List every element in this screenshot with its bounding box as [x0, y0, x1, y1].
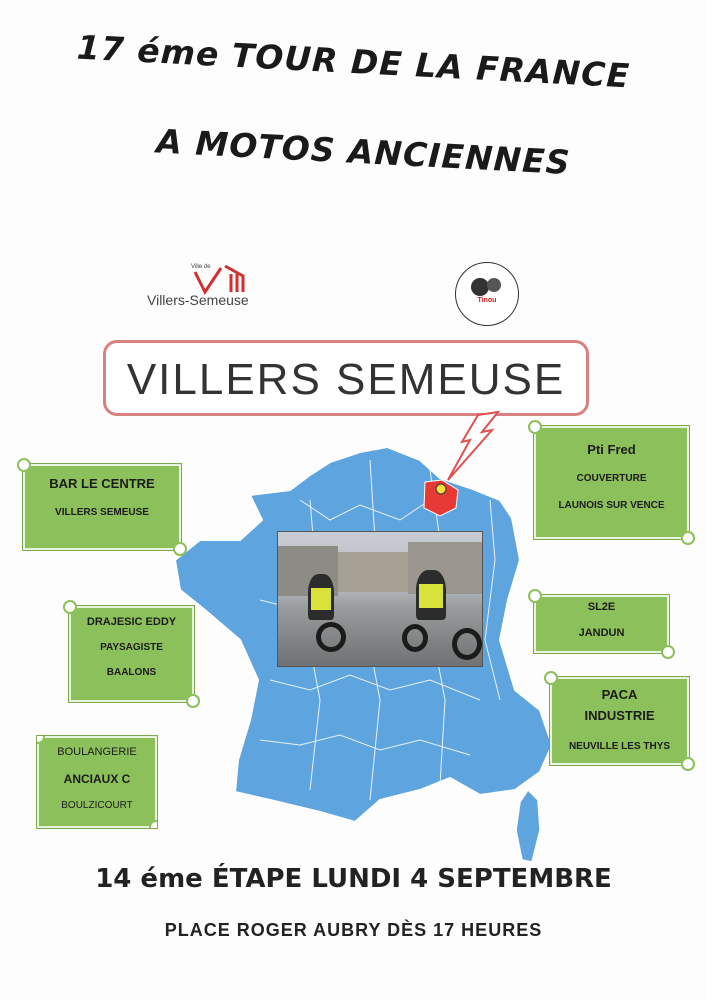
sponsor-name: PACA — [601, 687, 638, 702]
sponsor-activity: INDUSTRIE — [584, 708, 655, 723]
sponsor-location: BOULZICOURT — [61, 800, 133, 811]
city-banner-text: VILLERS SEMEUSE — [126, 355, 566, 404]
logo-ville-de: Ville de — [191, 264, 211, 270]
sponsor-name: ANCIAUX C — [63, 772, 131, 786]
stage-place-time: PLACE ROGER AUBRY DÈS 17 HEURES — [164, 920, 543, 940]
corsica-shape — [516, 790, 540, 862]
villers-semeuse-marker-icon — [436, 484, 446, 494]
sponsor-pti-fred — [533, 425, 690, 540]
poster-title-line2: A MOTOS ANCIENNES — [155, 121, 572, 183]
stage-date: 14 éme ÉTAPE LUNDI 4 SEPTEMBRE — [95, 864, 612, 894]
photo-rider-vest — [311, 588, 331, 610]
logo-ville-name: Villers-Semeuse — [147, 292, 249, 308]
club-logo-text: Tinou — [477, 297, 497, 304]
sponsor-name: BAR LE CENTRE — [49, 476, 155, 491]
sponsor-location: VILLERS SEMEUSE — [55, 507, 149, 518]
sponsor-boulangerie — [36, 735, 158, 829]
sponsor-location: LAUNOIS SUR VENCE — [558, 500, 665, 511]
sponsor-bar-le-centre — [22, 463, 182, 551]
lightning-bolt-icon — [448, 412, 498, 480]
poster-title-line1: 17 éme TOUR DE LA FRANCE — [76, 27, 631, 96]
sponsor-location: BAALONS — [106, 667, 157, 678]
sponsor-activity: PAYSAGISTE — [100, 642, 163, 653]
photo-wheel — [402, 624, 428, 652]
photo-wheel — [452, 628, 482, 660]
sponsor-paca-industrie — [549, 676, 690, 766]
photo-wheel — [316, 622, 346, 652]
sponsor-location: JANDUN — [578, 627, 625, 639]
sponsor-drajesic-eddy — [68, 605, 195, 703]
sponsor-sl2e — [533, 594, 670, 654]
photo-building — [338, 552, 408, 592]
photo-rider-vest — [419, 584, 443, 608]
sponsor-name: Pti Fred — [587, 442, 636, 457]
sponsor-name: DRAJESIC EDDY — [86, 616, 177, 628]
sponsor-activity: COUVERTURE — [576, 473, 647, 484]
sponsor-location: NEUVILLE LES THYS — [568, 741, 671, 752]
event-photo — [277, 531, 483, 667]
sponsor-name: SL2E — [587, 601, 616, 613]
sponsor-activity: BOULANGERIE — [57, 746, 137, 758]
